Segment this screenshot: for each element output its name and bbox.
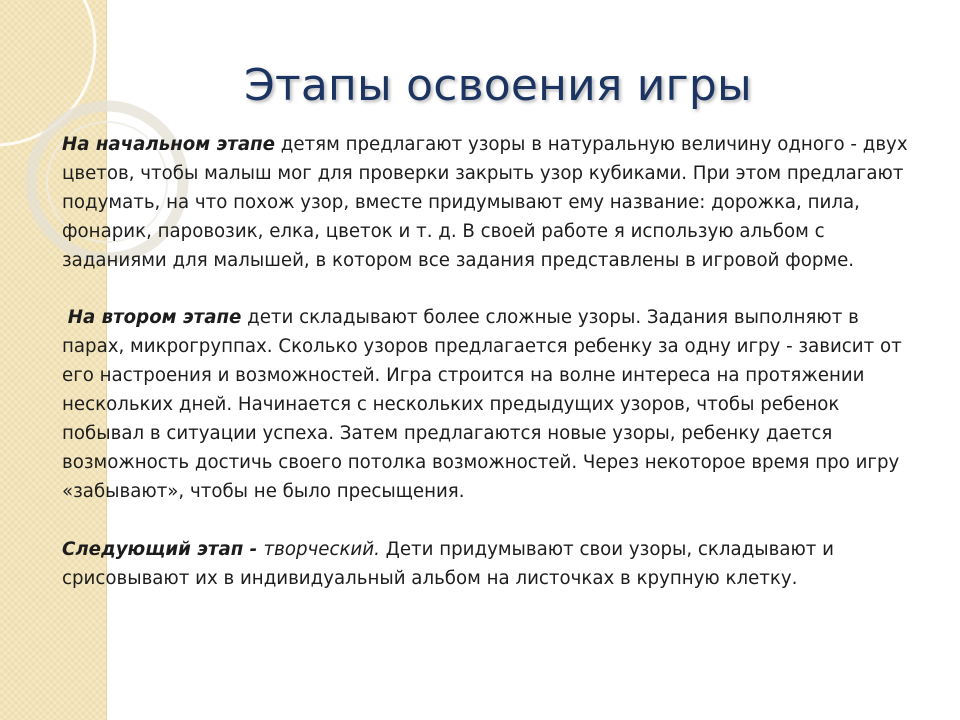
slide-title: Этапы освоения игры (244, 60, 752, 111)
paragraph-second-stage (62, 304, 912, 506)
second-stage-text: дети складывают более сложные узоры. Задания выполняют в парах, микрогруппах. Сколько узоров предлагается ребенку за одну игру - зависит от его настроения и возможностей. Игра строится на волне интереса на протяжении нескольких дней. Начинается с нескольких предыдущих узоров, чтобы ребенок побывал в ситуации успеха. Затем предлагаются новые узоры, ребенку дается возможность достичь своего потолка возможностей. Через некоторое время про игру «забывают», чтобы не было пресыщения. (62, 307, 902, 502)
paragraph-next-stage (62, 536, 912, 594)
next-stage-subheading: творческий. (263, 538, 380, 560)
next-stage-heading: Следующий этап - (62, 538, 264, 560)
next-stage-text: Дети придумывают свои узоры, складывают и срисовывают их в индивидуальный альбом на листочках в крупную клетку. (62, 538, 834, 589)
second-stage-heading: На втором этапе (67, 307, 242, 329)
paragraph-initial-stage (62, 131, 912, 276)
slide-body (62, 131, 912, 593)
initial-stage-heading: На начальном этапе (62, 134, 276, 155)
initial-stage-text: детям предлагают узоры в натуральную величину одного - двух цветов, чтобы малыш мог для проверки закрыть узор кубиками. При этом предлагают подумать, на что похож узор, вместе придумывают ему название: дорожка, пила, фонарик, паровозик, елка, цветок и т. д. В своей работе я использую альбом с заданиями для малышей, в котором все задания представлены в игровой форме. (62, 134, 908, 271)
